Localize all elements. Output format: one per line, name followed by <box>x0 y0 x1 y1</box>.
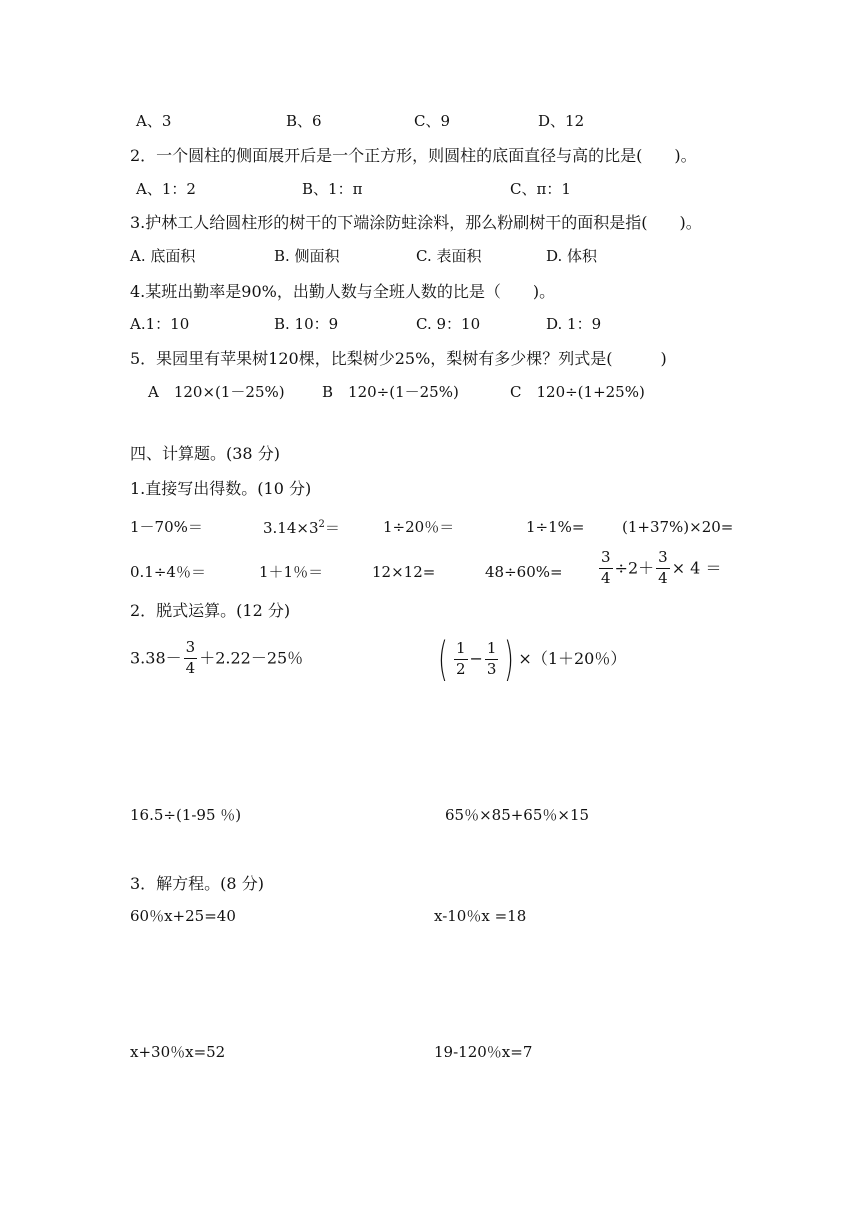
denominator: 4 <box>185 658 196 677</box>
q3-option-a: A. 底面积 <box>130 247 196 265</box>
oral-item-10-tail: × 4 ＝ <box>671 558 722 578</box>
fraction <box>656 550 670 587</box>
stepwise-item-3: 16.5÷(1-95 ％) <box>130 806 242 824</box>
q2-option-c: C、π：1 <box>510 180 571 198</box>
oral-item-10 <box>597 550 721 587</box>
stepwise-item-1-pre: 3.38－ <box>130 648 182 668</box>
q5-stem: 5．果园里有苹果树120棵，比梨树少25%，梨树有多少棵？列式是( ) <box>130 349 667 368</box>
q4-option-d: D. 1：9 <box>546 315 602 333</box>
q4-stem: 4.某班出勤率是90%，出勤人数与全班人数的比是（ )。 <box>130 282 556 301</box>
q4-option-a: A.1：10 <box>130 315 190 333</box>
q1-option-d: D、12 <box>538 112 585 130</box>
fraction <box>454 638 468 678</box>
minus-sign: − <box>469 649 483 668</box>
numerator: 3 <box>658 548 668 566</box>
stepwise-item-2-post: ×（1＋20％） <box>518 649 627 668</box>
oral-item-1: 1－70%＝ <box>130 518 203 536</box>
part3-title: 3．解方程。(8 分) <box>130 874 264 893</box>
section-title: 四、计算题。(38 分) <box>130 444 280 463</box>
oral-item-4: 1÷1%= <box>526 518 585 536</box>
oral-item-10-mid: ÷2＋ <box>614 558 655 578</box>
oral-item-2 <box>263 520 340 536</box>
numerator: 1 <box>486 638 497 657</box>
fraction <box>599 550 613 587</box>
fraction <box>184 640 198 677</box>
oral-item-9: 48÷60%= <box>485 563 563 581</box>
stepwise-item-1-post: ＋2.22－25％ <box>199 648 304 668</box>
q1-option-b: B、6 <box>286 112 322 130</box>
q3-option-d: D. 体积 <box>546 247 598 265</box>
denominator: 4 <box>601 568 611 587</box>
equation-2: x-10％x =18 <box>434 907 527 925</box>
q4-option-b: B. 10：9 <box>274 315 339 333</box>
numerator: 3 <box>185 638 196 656</box>
oral-item-2-equals: ＝ <box>324 519 340 537</box>
part1-title: 1.直接写出得数。(10 分) <box>130 479 312 498</box>
q4-option-c: C. 9：10 <box>416 315 481 333</box>
oral-item-3: 1÷20％＝ <box>383 518 455 536</box>
right-paren: ) <box>504 632 515 686</box>
part2-title: 2．脱式运算。(12 分) <box>130 601 291 620</box>
q2-option-a: A、1：2 <box>136 180 196 198</box>
stepwise-item-2 <box>434 632 627 686</box>
stepwise-item-1 <box>130 640 303 677</box>
q3-option-c: C. 表面积 <box>416 247 482 265</box>
numerator: 3 <box>601 548 611 566</box>
q1-option-a: A、3 <box>136 112 172 130</box>
fraction <box>485 638 499 678</box>
q2-stem: 2．一个圆柱的侧面展开后是一个正方形，则圆柱的底面直径与高的比是( )。 <box>130 146 697 165</box>
oral-item-6: 0.1÷4％＝ <box>130 563 206 581</box>
oral-item-2-expr: 3.14×3 <box>263 519 319 537</box>
q5-option-b: B 120÷(1－25%) <box>322 383 459 401</box>
q3-option-b: B. 侧面积 <box>274 247 340 265</box>
oral-item-2-exponent: 2 <box>318 519 325 530</box>
q3-stem: 3.护林工人给圆柱形的树干的下端涂防蛀涂料，那么粉刷树干的面积是指( )。 <box>130 213 702 232</box>
q5-option-c: C 120÷(1+25%) <box>510 383 645 401</box>
oral-item-5: (1+37%)×20= <box>622 518 734 536</box>
oral-item-7: 1＋1％＝ <box>259 563 324 581</box>
equation-4: 19-120％x=7 <box>434 1043 533 1061</box>
q1-option-c: C、9 <box>414 112 451 130</box>
left-paren: ( <box>438 632 448 686</box>
denominator: 4 <box>658 568 668 587</box>
oral-item-8: 12×12= <box>372 563 436 581</box>
q2-option-b: B、1：π <box>302 180 363 198</box>
numerator: 1 <box>455 638 466 657</box>
denominator: 2 <box>455 659 466 678</box>
denominator: 3 <box>486 659 497 678</box>
stepwise-item-4: 65％×85+65％×15 <box>445 806 590 824</box>
q5-option-a: A 120×(1－25%) <box>148 383 285 401</box>
equation-1: 60％x+25=40 <box>130 907 236 925</box>
equation-3: x+30％x=52 <box>130 1043 226 1061</box>
